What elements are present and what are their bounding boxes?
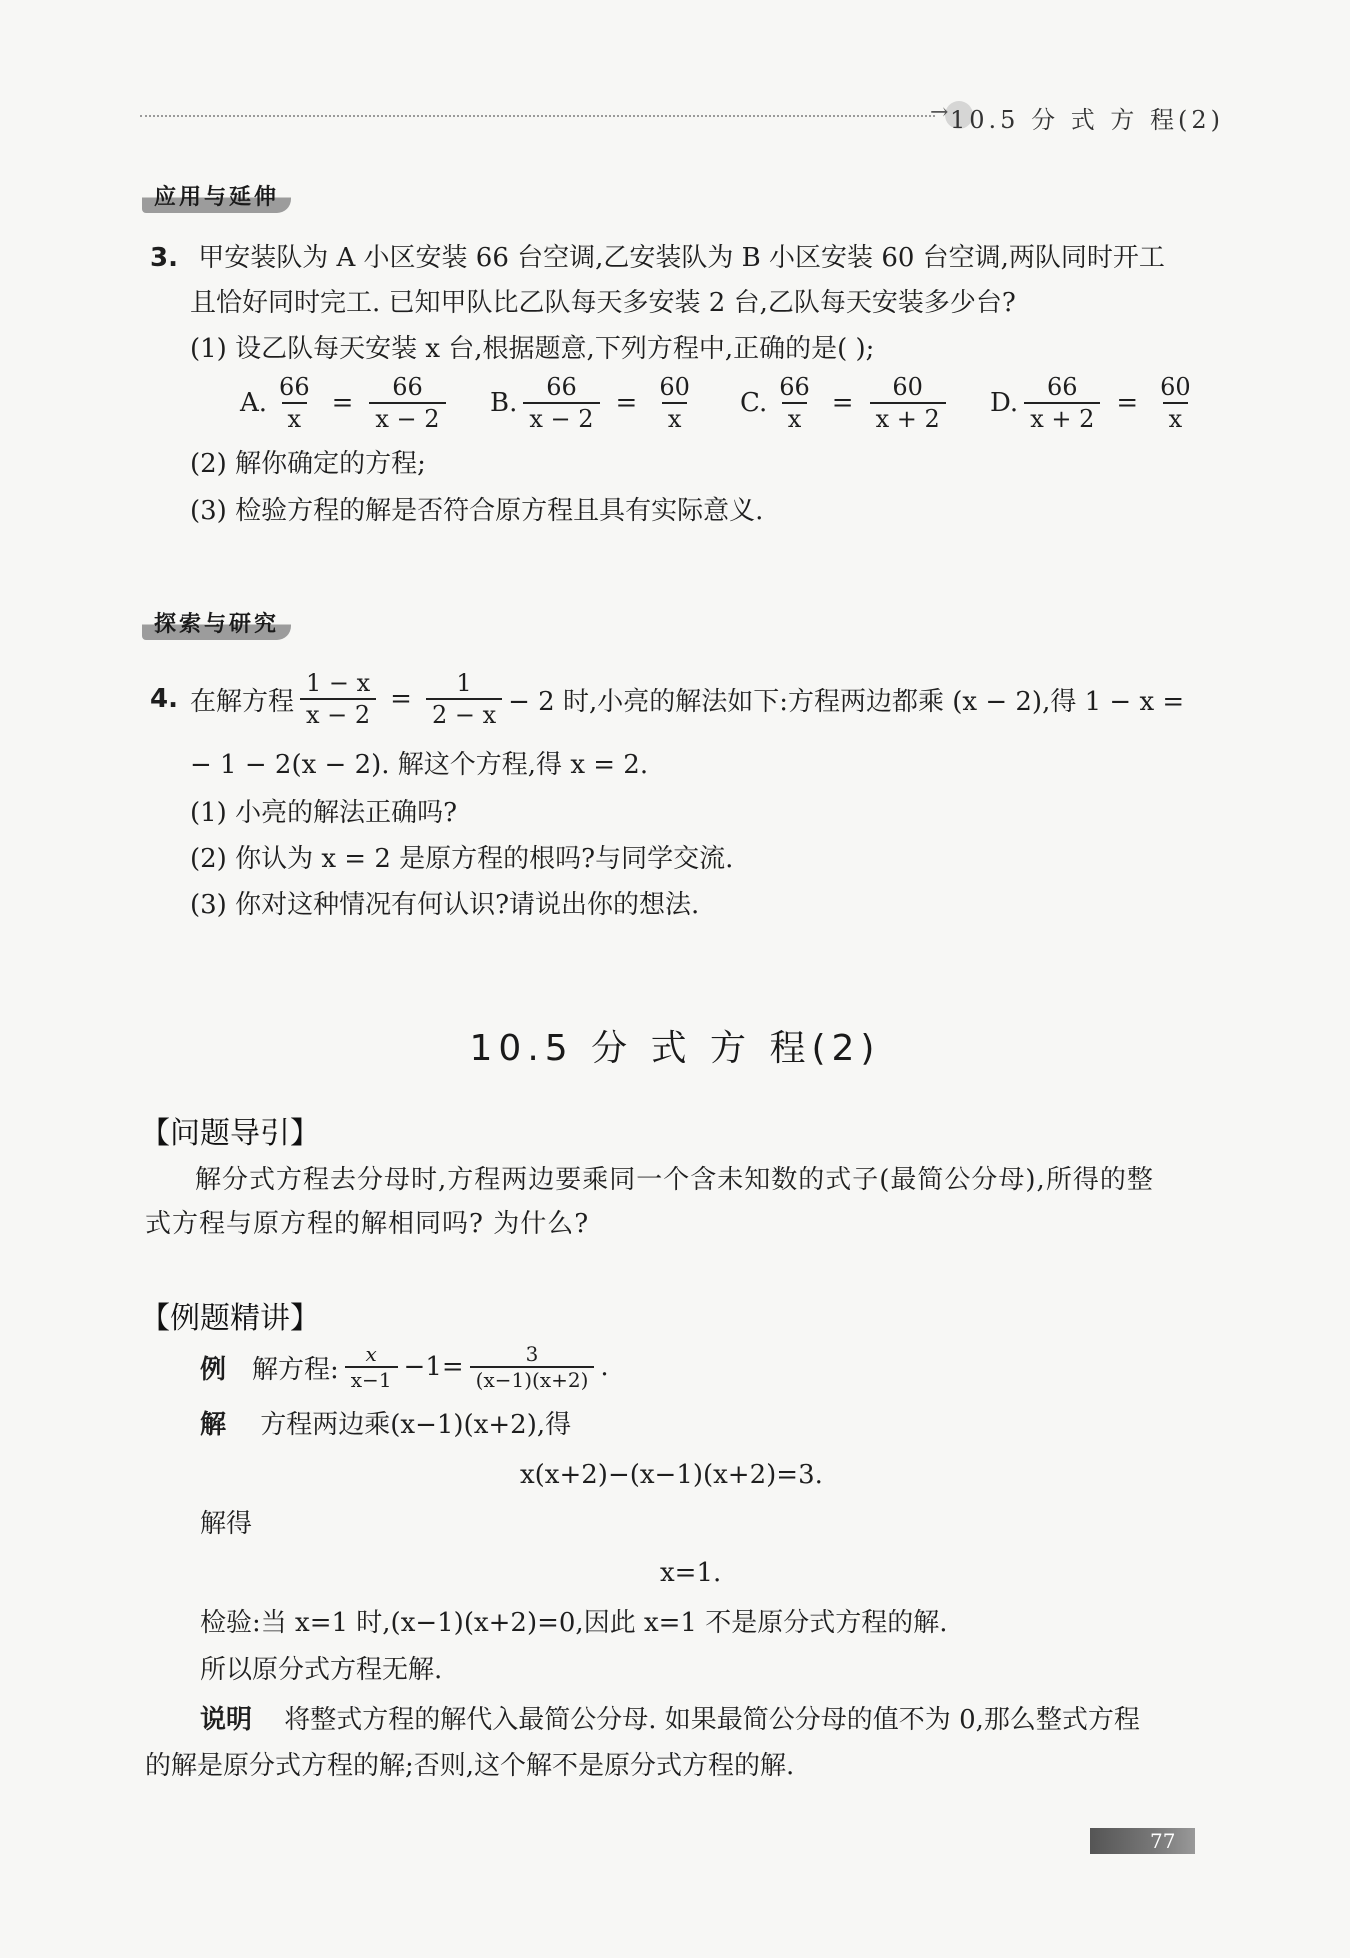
- solution-line1: [200, 1405, 571, 1445]
- page-number-bar: [1090, 1828, 1195, 1854]
- option-label: C.: [740, 388, 768, 418]
- fraction-numerator: x: [365, 1342, 377, 1366]
- solution-text: 方程两边乘(x−1)(x+2),得: [260, 1410, 572, 1440]
- solution-conclusion: 所以原分式方程无解.: [200, 1655, 443, 1685]
- equals-sign: =: [331, 388, 354, 418]
- fraction-denominator: x−1: [345, 1366, 398, 1392]
- section-badge-explore: 探索与研究: [142, 610, 291, 640]
- q3-line1: [150, 238, 1165, 278]
- fraction-denominator: x + 2: [1024, 402, 1100, 434]
- q4-fraction-right: [426, 668, 502, 730]
- equation-2: x=1.: [660, 1558, 722, 1588]
- q3-sub3: (3) 检验方程的解是否符合原方程且具有实际意义.: [190, 496, 764, 526]
- fraction-numerator: 60: [659, 373, 690, 401]
- option-label: A.: [240, 388, 268, 418]
- q4-line1: [150, 668, 1184, 730]
- q3-text-line1: 甲安装队为 A 小区安装 66 台空调,乙安装队为 B 小区安装 60 台空调,两队同时开工: [198, 243, 1165, 273]
- q3-sub1: (1) 设乙队每天安装 x 台,根据题意,下列方程中,正确的是( );: [190, 334, 875, 364]
- fraction-denominator: x − 2: [523, 402, 599, 434]
- fraction-numerator: 66: [1047, 373, 1078, 401]
- option-label: B.: [490, 388, 518, 418]
- fraction-denominator: x − 2: [300, 698, 376, 730]
- fraction-denominator: x: [282, 402, 308, 434]
- example-problem: [200, 1342, 609, 1392]
- fraction-numerator: 60: [1160, 373, 1191, 401]
- example-mid: −1=: [403, 1352, 464, 1382]
- example-fraction-right: [470, 1342, 595, 1392]
- header-arrow-icon: →: [930, 100, 949, 125]
- fraction-numerator: 66: [392, 373, 423, 401]
- equation-1: x(x+2)−(x−1)(x+2)=3.: [520, 1460, 823, 1490]
- equals-sign: =: [615, 388, 638, 418]
- fraction-denominator: x + 2: [870, 402, 946, 434]
- example-end: .: [600, 1352, 609, 1382]
- fraction-numerator: 3: [525, 1342, 539, 1366]
- option-label: D.: [990, 388, 1019, 418]
- fraction-numerator: 1: [456, 669, 472, 697]
- note-line2: 的解是原分式方程的解;否则,这个解不是原分式方程的解.: [145, 1751, 795, 1781]
- equals-sign: =: [390, 684, 412, 714]
- fraction-denominator: x: [662, 402, 688, 434]
- note-text-line1: 将整式方程的解代入最简公分母. 如果最简公分母的值不为 0,那么整式方程: [284, 1705, 1140, 1735]
- fraction-denominator: 2 − x: [426, 698, 502, 730]
- fraction-denominator: (x−1)(x+2): [470, 1366, 595, 1392]
- fraction-denominator: x: [1163, 402, 1189, 434]
- option-right-fraction: [1154, 372, 1197, 434]
- solution-get: 解得: [200, 1509, 253, 1539]
- q4-sub3: (3) 你对这种情况有何认识?请说出你的想法.: [190, 890, 700, 920]
- guide-line1: 解分式方程去分母时,方程两边要乘同一个含未知数的式子(最简公分母),所得的整: [195, 1165, 1154, 1195]
- note-label: 说明: [200, 1705, 253, 1735]
- option-right-fraction: [369, 372, 445, 434]
- option-left-fraction: [773, 372, 816, 434]
- equals-sign: =: [831, 388, 854, 418]
- fraction-denominator: x: [782, 402, 808, 434]
- fraction-denominator: x − 2: [369, 402, 445, 434]
- q3-line2: 且恰好同时完工. 已知甲队比乙队每天多安装 2 台,乙队每天安装多少台?: [190, 288, 1016, 318]
- fraction-numerator: 66: [546, 373, 577, 401]
- q4-number: 4.: [150, 684, 178, 714]
- equals-sign: =: [1116, 388, 1139, 418]
- option-left-fraction: [273, 372, 316, 434]
- guide-heading: 【问题导引】: [140, 1116, 320, 1151]
- option-right-fraction: [653, 372, 696, 434]
- q3-option-a: [240, 372, 452, 434]
- fraction-numerator: 66: [779, 373, 810, 401]
- q4-line2: − 1 − 2(x − 2). 解这个方程,得 x = 2.: [190, 750, 649, 780]
- header-section-title: 10.5 分 式 方 程(2): [950, 106, 1224, 134]
- solution-label: 解: [200, 1410, 227, 1440]
- page-number: 77: [1150, 1829, 1176, 1853]
- fraction-numerator: 60: [892, 373, 923, 401]
- lesson-title: 10.5 分 式 方 程(2): [469, 1028, 881, 1069]
- q4-suffix: − 2 时,小亮的解法如下:方程两边都乘 (x − 2),得 1 − x =: [508, 686, 1185, 717]
- note-line1: [200, 1700, 1140, 1740]
- section-badge-apply: 应用与延伸: [142, 183, 291, 213]
- option-right-fraction: [870, 372, 946, 434]
- q4-prefix: 在解方程: [189, 686, 294, 717]
- q4-sub1: (1) 小亮的解法正确吗?: [190, 798, 458, 828]
- option-left-fraction: [523, 372, 599, 434]
- option-left-fraction: [1024, 372, 1100, 434]
- fraction-numerator: 66: [279, 373, 310, 401]
- header-rule: [140, 115, 935, 117]
- q3-option-d: [990, 372, 1203, 434]
- q4-sub2: (2) 你认为 x = 2 是原方程的根吗?与同学交流.: [190, 844, 734, 874]
- example-heading: 【例题精讲】: [140, 1301, 320, 1336]
- example-prefix: 解方程:: [252, 1354, 339, 1385]
- guide-line2: 式方程与原方程的解相同吗? 为什么?: [145, 1209, 590, 1239]
- q3-option-b: [490, 372, 702, 434]
- fraction-numerator: 1 − x: [305, 669, 371, 697]
- q3-option-c: [740, 372, 952, 434]
- q3-number: 3.: [150, 243, 178, 273]
- q4-fraction-left: [300, 668, 376, 730]
- example-label: 例: [200, 1354, 227, 1385]
- q3-sub2: (2) 解你确定的方程;: [190, 449, 426, 479]
- example-fraction-left: [345, 1342, 398, 1392]
- solution-check: 检验:当 x=1 时,(x−1)(x+2)=0,因此 x=1 不是原分式方程的解.: [200, 1608, 948, 1638]
